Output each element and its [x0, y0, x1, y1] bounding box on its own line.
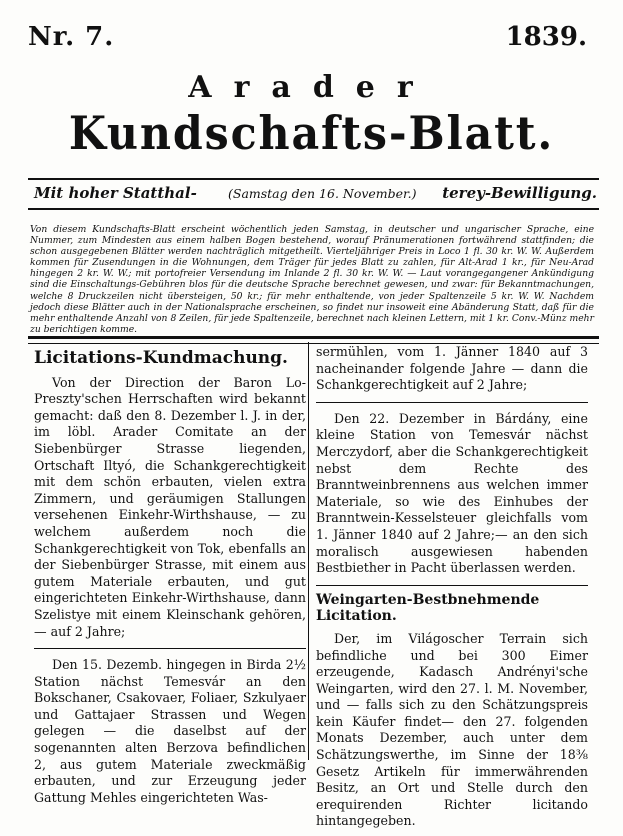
masthead-line2: Kundschafts-Blatt.: [68, 106, 555, 160]
right-column: [316, 344, 588, 836]
paragraph-separator: [34, 648, 306, 649]
issue-number: Nr. 7.: [28, 22, 115, 52]
bardany-paragraph: Den 22. Dezember in Bárdány, eine kleine Station von Temesvár nächst Merczydorf, aber die Schankgerechtigkeit nebst dem Rechte des Branntweinbrennens aus welchen immer Materiale, so wie des Einhubes der Branntwein-Kesselsteuer gleichfalls vom 1. Jänner 1840 auf 2 Jahre;— an den sich moralisch ausgewiesen habenden Bestbiether in Pacht überlassen werden.: [316, 410, 588, 576]
licitation-heading: Licitations-Kundmachung.: [34, 348, 288, 368]
approval-right: terey-Bewilligung.: [442, 184, 597, 202]
licitation-paragraph-2: Den 15. Dezemb. hingegen in Birda 2½ Station nächst Temesvár an den Bokschaner, Csakovaer, Foliaer, Szkulyaer und Gattajaer Strassen und Wegen gelegen — die daselbst auf der sogenannten alten Berzova befindlichen 2, aus gutem Materiale zweckmäßig erbauten, und zur Erzeugung jeder Gattung Mehles eingerichteten Was-: [34, 657, 306, 805]
header-rule-bottom: [28, 208, 599, 210]
header-rule-top: [28, 178, 599, 180]
masthead-line1: Arader: [188, 70, 435, 105]
continued-paragraph: sermühlen, vom 1. Jänner 1840 auf 3 nacheinander folgende Jahre — dann die Schankgerechtigkeit auf 2 Jahre;: [316, 344, 588, 393]
vineyard-paragraph: Der, im Világoscher Terrain sich befindliche und bei 300 Eimer erzeugende, Kadasch Andrényi'sche Weingarten, wird den 27. l. M. November, und — falls sich zu den Schätzungspreis kein Käufer findet— den 27. folgenden Monats Dezember, auch unter dem Schätzungswerthe, im Sinne der 18⅜ Gesetz Artikeln für immerwährenden Besitz, an Ort und Stelle durch den erequirenden Richter licitando hintangegeben.: [316, 630, 588, 829]
paragraph-separator-right: [316, 402, 588, 403]
issue-date: (Samstag den 16. November.): [228, 186, 417, 201]
licitation-paragraph-1: Von der Direction der Baron Lo-Preszty'schen Herrschaften wird bekannt gemacht: daß den 8. Dezember l. J. in der, im löbl. Arader Comitate an der Siebenbürger Strasse liegenden, Ortschaft Iltyó, die Schankgerechtigkeit mit dem schön erbauten, vielen extra Zimmern, und geräumigen Stallungen versehenen Einkehr-Wirthshause, — zu welchem außerdem noch die Schankgerechtigkeit von Tok, ebenfalls an der Siebenbürger Strasse, mit einem aus gutem Materiale erbauten, und gut eingerichteten Einkehr-Wirthshause, dann Szelistye mit einem Kleinschank gehören, — auf 2 Jahre;: [34, 374, 306, 639]
left-column: [34, 344, 306, 812]
column-divider: [308, 342, 309, 760]
vineyard-heading: Weingarten-Bestbnehmende Licitation.: [316, 585, 588, 625]
section-divider: [28, 336, 599, 344]
subscription-notice: Von diesem Kundschafts-Blatt erscheint wöchentlich jeden Samstag, in deutscher und ungarischer Sprache, eine Nummer, zum Mindesten aus einem halben Bogen bestehend, worauf Pränumerationen fortwährend stattfinden; die schon ausgegebenen Blätter werden nachträglich mitgetheilt. Vierteljähriger Preis in Loco 1 fl. 30 kr. W. W. Außerdem kommen für Zusendungen in die Wohnungen, dem Träger für jedes Blatt zu zahlen, für Alt-Arad 1 kr., für Neu-Arad hingegen 2 kr. W. W.; mit portofreier Versendung im Inlande 2 fl. 30 kr. W. W. — Laut vorangegangener Ankündigung sind die Einschaltungs-Gebühren blos für die deutsche Sprache berechnet gewesen, und zwar: für Bekanntmachungen, welche 8 Druckzeilen nicht übersteigen, 50 kr.; für mehr enthaltende, von jeder Spaltenzeile 5 kr. W. W. Nachdem jedoch diese Blätter auch in der Nationalsprache erscheinen, so findet nur insoweit eine Abänderung Statt, daß für die mehr enthaltende Anzahl von 8 Zeilen, für jede Spaltenzeile, berechnet nach kleinen Lettern, mit 1 kr. Conv.-Münz mehr zu berichtigen komme.: [30, 224, 594, 335]
issue-year: 1839.: [505, 22, 587, 52]
approval-left: Mit hoher Statthal-: [34, 184, 197, 202]
